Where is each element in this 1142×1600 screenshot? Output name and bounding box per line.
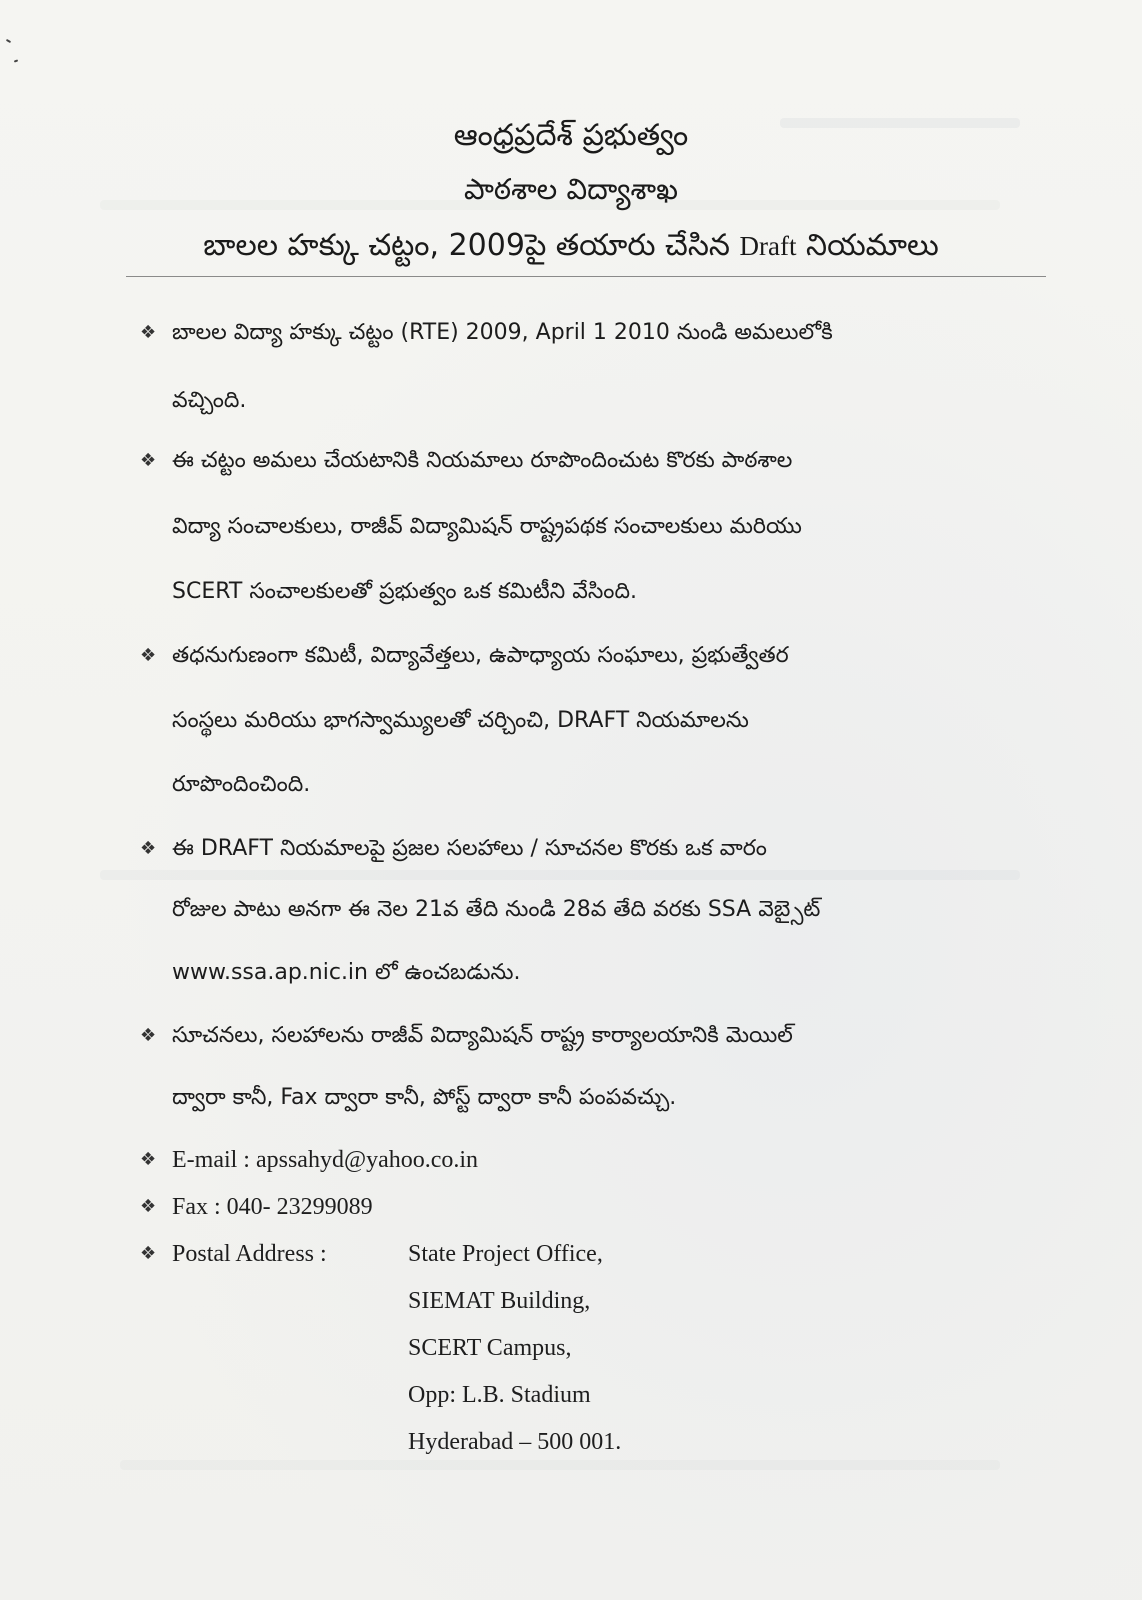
address-line: Opp: L.B. Stadium: [408, 1382, 591, 1408]
bullet-icon: ❖: [140, 450, 157, 471]
header-title-draft: Draft: [739, 231, 797, 261]
header-rule: [126, 276, 1046, 277]
bleed-through-mark: [120, 1460, 1000, 1470]
header-government: ఆంధ్రప్రదేశ్ ప్రభుత్వం: [453, 118, 689, 153]
bullet-icon: ❖: [140, 1196, 157, 1217]
bullet-5-line-2: ద్వారా కానీ, Fax ద్వారా కానీ, పోస్ట్ ద్వారా కానీ పంపవచ్చు.: [172, 1085, 677, 1110]
postal-address-label: Postal Address :: [172, 1241, 327, 1267]
header-title-part-1: బాలల హక్కు చట్టం, 2009పై తయారు చేసిన: [203, 228, 740, 263]
bullet-icon: ❖: [140, 1025, 157, 1046]
bullet-1-line-1: [172, 318, 1045, 348]
scan-speck: [6, 39, 11, 43]
bullet-icon: ❖: [140, 645, 157, 666]
header-title-part-2: నియమాలు: [796, 228, 939, 263]
bullet-2-line-2: విద్యా సంచాలకులు, రాజీవ్ విద్యామిషన్ రాష్ట్రపథక సంచాలకులు మరియు: [172, 514, 802, 539]
bullet-4-line-2: రోజుల పాటు అనగా ఈ నెల 21వ తేది నుండి 28వ తేది వరకు SSA వెబ్సైట్: [172, 897, 821, 922]
bullet-icon: ❖: [140, 838, 157, 859]
bullet-5-line-1: సూచనలు, సలహాలను రాజీవ్ విద్యామిషన్ రాష్ట్ర కార్యాలయానికి మెయిల్: [172, 1023, 793, 1048]
bullet-1-text: బాలల విద్యా హక్కు చట్టం (RTE) 2009, April 1 2010 నుండి అమలులోకి: [172, 320, 833, 345]
address-line: SCERT Campus,: [408, 1335, 572, 1361]
bullet-icon: ❖: [140, 1243, 157, 1264]
bullet-3-line-1: తధనుగుణంగా కమిటీ, విద్యావేత్తలు, ఉపాధ్యాయ సంఘాలు, ప్రభుత్వేతర: [172, 643, 789, 668]
bullet-icon: ❖: [140, 1149, 157, 1170]
bullet-1-line-2: వచ్చింది.: [172, 388, 247, 413]
bleed-through-mark: [100, 870, 1020, 880]
bullet-3-line-2: సంస్థలు మరియు భాగస్వామ్యులతో చర్చించి, DRAFT నియమాలను: [172, 708, 749, 733]
bullet-2-line-1: ఈ చట్టం అమలు చేయటానికి నియమాలు రూపొందించుట కొరకు పాఠశాల: [172, 448, 793, 473]
address-line: State Project Office,: [408, 1241, 603, 1267]
bullet-4-line-3: www.ssa.ap.nic.in లో ఉంచబడును.: [172, 960, 521, 985]
header-title: [0, 228, 1142, 270]
contact-fax: Fax : 040- 23299089: [172, 1194, 373, 1220]
contact-email: E-mail : apssahyd@yahoo.co.in: [172, 1147, 479, 1173]
scan-speck: [14, 59, 18, 62]
header-department: పాఠశాల విద్యాశాఖ: [464, 172, 678, 206]
bullet-icon: ❖: [140, 322, 157, 343]
address-line: Hyderabad – 500 001.: [408, 1429, 622, 1455]
address-line: SIEMAT Building,: [408, 1288, 591, 1314]
bullet-2-line-3: SCERT సంచాలకులతో ప్రభుత్వం ఒక కమిటీని వేసింది.: [172, 579, 637, 604]
bullet-3-line-3: రూపొందించింది.: [172, 772, 311, 797]
bullet-4-line-1: ఈ DRAFT నియమాలపై ప్రజల సలహాలు / సూచనల కొరకు ఒక వారం: [172, 836, 767, 861]
